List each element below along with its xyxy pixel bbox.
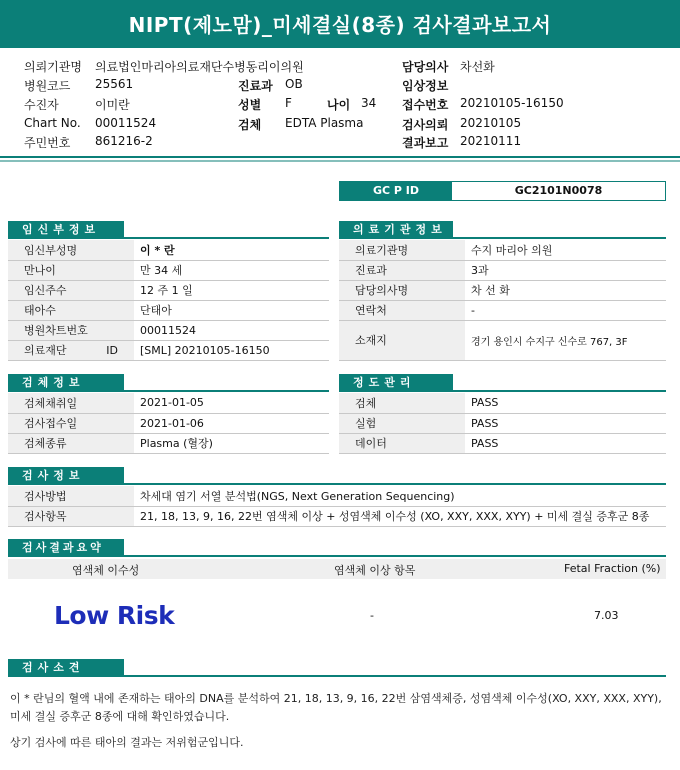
request-label: 검사의뢰 [402, 118, 449, 132]
abnormal-item-value: - [370, 609, 374, 622]
test-key: 검사항목 [8, 506, 134, 526]
age-label: 나이 [327, 98, 351, 112]
report-value: 20210111 [460, 134, 522, 148]
institution-value: 경기 용인시 수지구 신수로 767, 3F [465, 320, 666, 360]
doctor-value: 차선화 [460, 60, 495, 74]
doctor-label: 담당의사 [402, 60, 449, 74]
receipt-value: 20210105-16150 [460, 96, 564, 110]
sex-value: F [285, 96, 292, 110]
test-table [8, 486, 666, 527]
test-value: 21, 18, 13, 9, 16, 22번 염색체 이상 + 성염색체 이수성 (XO, XXY, XXX, XYY) + 미세 결실 증후군 8종 [134, 506, 666, 526]
specimen-value: 2021-01-05 [134, 393, 329, 413]
qc-key: 데이터 [339, 433, 465, 453]
specimen-key: 검사접수일 [8, 413, 134, 433]
gcp-id-label: GC P ID [340, 182, 452, 200]
qc-row [339, 413, 666, 433]
pregnant-row [8, 280, 329, 300]
institution-row [339, 320, 666, 360]
institution-row [339, 260, 666, 280]
institution-value: 수지 마리아 의원 [465, 240, 666, 260]
request-value: 20210105 [460, 116, 522, 130]
recipient-value: 이미란 [95, 98, 130, 112]
chart-value: 00011524 [95, 116, 157, 130]
test-row [8, 486, 666, 506]
institution-value: - [465, 300, 666, 320]
pregnant-value: [SML] 20210105-16150 [134, 340, 329, 360]
pregnant-value: 이 * 란 [134, 240, 329, 260]
findings-text-2: 상기 검사에 따른 태아의 결과는 저위험군입니다. [10, 736, 244, 749]
hospital-label: 의뢰기관명 [24, 60, 82, 74]
institution-row [339, 300, 666, 320]
section-qc-line [453, 390, 666, 392]
section-pregnant-line [124, 237, 329, 239]
code-value: 25561 [95, 77, 134, 91]
specimen-table [8, 393, 329, 454]
institution-key: 의료기관명 [339, 240, 465, 260]
specimen-value: EDTA Plasma [285, 116, 364, 130]
institution-key: 담당의사명 [339, 280, 465, 300]
rrn-label: 주민번호 [24, 136, 71, 150]
section-institution: 의료기관정보 [339, 221, 453, 239]
section-institution-line [453, 237, 666, 239]
code-label: 병원코드 [24, 79, 71, 93]
hospital-value: 의료법인마리아의료재단수병동리이의원 [95, 60, 304, 74]
fetal-fraction-value: 7.03 [594, 609, 619, 622]
summary-row [8, 579, 666, 649]
pregnant-key: 태아수 [8, 300, 134, 320]
institution-table [339, 240, 666, 361]
pregnant-key: 만나이 [8, 260, 134, 280]
section-findings: 검사소견 [8, 659, 124, 677]
test-row [8, 506, 666, 526]
report-label: 결과보고 [402, 136, 449, 150]
section-specimen-line [124, 390, 329, 392]
findings-text-1b: 미세 결실 증후군 8종에 대해 확인하였습니다. [10, 710, 230, 723]
summary-header [8, 559, 666, 579]
dept-label: 진료과 [238, 79, 273, 93]
section-summary: 검사결과요약 [8, 539, 124, 557]
pregnant-value: 단태아 [134, 300, 329, 320]
pregnant-key: 병원차트번호 [8, 320, 134, 340]
pregnant-value: 00011524 [134, 320, 329, 340]
pregnant-row [8, 320, 329, 340]
qc-table [339, 393, 666, 454]
qc-key: 검체 [339, 393, 465, 413]
summary-col-abnormal: 염색체 이상 항목 [334, 564, 416, 577]
gcp-id-value: GC2101N0078 [514, 184, 603, 197]
pregnant-key: 의료재단 ID [8, 340, 134, 360]
institution-value: 차 선 화 [465, 280, 666, 300]
header-divider [0, 156, 680, 158]
qc-row [339, 393, 666, 413]
clinical-label: 임상정보 [402, 79, 449, 93]
specimen-row [8, 393, 329, 413]
specimen-key: 검체종류 [8, 433, 134, 453]
sex-label: 성별 [238, 98, 262, 112]
dept-value: OB [285, 77, 303, 91]
specimen-value: Plasma (혈장) [134, 433, 329, 453]
summary-col-ff: Fetal Fraction (%) [564, 562, 661, 575]
pregnant-row [8, 240, 329, 260]
section-specimen: 검체정보 [8, 374, 124, 392]
pregnant-row [8, 300, 329, 320]
recipient-label: 수진자 [24, 98, 59, 112]
qc-value: PASS [465, 413, 666, 433]
specimen-row [8, 433, 329, 453]
specimen-row [8, 413, 329, 433]
specimen-key: 검체채취일 [8, 393, 134, 413]
pregnant-key: 임신주수 [8, 280, 134, 300]
rrn-value: 861216-2 [95, 134, 153, 148]
section-pregnant: 임신부정보 [8, 221, 124, 239]
pregnant-value: 12 주 1 일 [134, 280, 329, 300]
institution-row [339, 240, 666, 260]
findings-text-1a: 이 * 란님의 혈액 내에 존재하는 태아의 DNA를 분석하여 21, 18, 13, 9, 16, 22번 삼염색체증, 성염색체 이수성(XO, XXY, XXX, XYY), [10, 692, 662, 705]
test-key: 검사방법 [8, 486, 134, 506]
institution-key: 진료과 [339, 260, 465, 280]
pregnant-key: 임신부성명 [8, 240, 134, 260]
institution-key: 소재지 [339, 320, 465, 360]
gcp-id-box [339, 181, 666, 201]
qc-key: 실험 [339, 413, 465, 433]
section-qc: 정도관리 [339, 374, 453, 392]
institution-row [339, 280, 666, 300]
qc-row [339, 433, 666, 453]
pregnant-row [8, 340, 329, 360]
receipt-label: 접수번호 [402, 98, 449, 112]
section-test: 검사정보 [8, 467, 124, 485]
section-test-line [124, 483, 666, 485]
test-value: 차세대 염기 서열 분석법(NGS, Next Generation Sequencing) [134, 486, 666, 506]
specimen-value: 2021-01-06 [134, 413, 329, 433]
specimen-label: 검체 [238, 118, 262, 132]
institution-value: 3과 [465, 260, 666, 280]
section-findings-line [124, 675, 666, 677]
section-summary-line [124, 555, 666, 557]
report-title: NIPT(제노맘)_미세결실(8종) 검사결과보고서 [0, 0, 680, 48]
header-divider-2 [0, 160, 680, 162]
qc-value: PASS [465, 393, 666, 413]
risk-result: Low Risk [54, 601, 175, 630]
age-value: 34 [361, 96, 377, 110]
chart-label: Chart No. [24, 116, 81, 130]
qc-value: PASS [465, 433, 666, 453]
pregnant-table [8, 240, 329, 361]
pregnant-row [8, 260, 329, 280]
institution-key: 연락처 [339, 300, 465, 320]
summary-col-aneuploidy: 염색체 이수성 [72, 564, 140, 577]
pregnant-value: 만 34 세 [134, 260, 329, 280]
